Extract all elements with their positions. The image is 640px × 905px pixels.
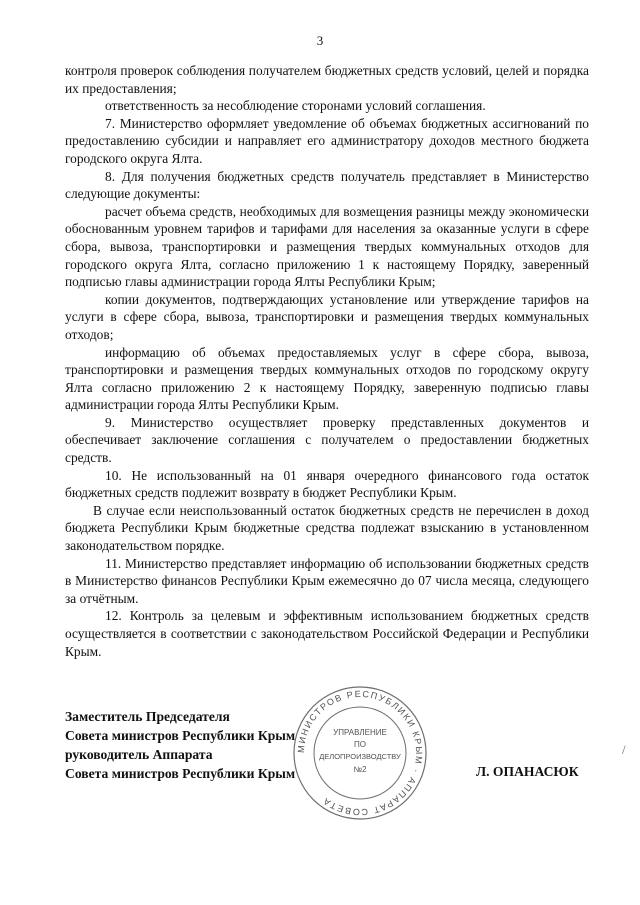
signature-block — [65, 707, 295, 783]
paragraph-item-12: 12. Контроль за целевым и эффективным использованием бюджетных средств осуществляется в соответствии с законодательством Российской Федерации и Республики Крым. — [65, 608, 589, 659]
page-number: 3 — [316, 33, 324, 48]
paragraph-item-7: 7. Министерство оформляет уведомление об объемах бюджетных ассигнований по предоставлению субсидии и направляет его администратору доходов местного бюджета городского округа Ялта. — [65, 115, 589, 166]
margin-mark: / — [622, 742, 626, 757]
paragraph-unused-balance: В случае если неиспользованный остаток бюджетных средств не перечислен в доход бюджета Республики Крым бюджетные средства подлежат взысканию в установленном законодательством порядке. — [65, 502, 589, 554]
signer-name: Л. ОПАНАСЮК — [476, 764, 579, 779]
signature-title-line: Совета министров Республики Крым — [65, 728, 296, 743]
paragraph-item-11: 11. Министерство представляет информацию об использовании бюджетных средств в Министерство финансов Республики Крым ежемесячно до 07 числа месяца, следующего за отчётным. — [65, 555, 589, 606]
signature-title-line: Заместитель Председателя — [65, 709, 230, 724]
stamp-line: ДЕЛОПРОИЗВОДСТВУ — [319, 752, 401, 761]
paragraph-calculation: расчет объема средств, необходимых для возмещения разницы между экономически обоснованным уровнем тарифов и тарифами для населения за оказанные услуги в сфере сбора, вывоза, транспортировки и размещения твердых коммунальных отходов для городского округа Ялта, согласно приложению 1 к настоящему Порядку, заверенный подписью главы администрации города Ялты Республики Крым; — [65, 203, 589, 290]
paragraph-item-8: 8. Для получения бюджетных средств получатель представляет в Министерство следующие документы: — [65, 168, 589, 202]
stamp-line: №2 — [353, 765, 367, 774]
paragraph-information: информацию об объемах предоставляемых услуг в сфере сбора, вывоза, транспортировки и размещения твердых коммунальных отходов по городскому округу Ялта согласно приложению 2 к настоящему Порядку, заверенную подписью главы администрации города Ялты Республики Крым. — [65, 344, 589, 413]
paragraph-item-10: 10. Не использованный на 01 января очередного финансового года остаток бюджетных средств подлежит возврату в бюджет Республики Крым. — [65, 467, 589, 501]
document-body — [65, 62, 589, 660]
stamp-line: УПРАВЛЕНИЕ — [333, 728, 387, 737]
stamp-ring-text: МИНИСТРОВ РЕСПУБЛИКИ КРЫМ · АППАРАТ СОВЕТА — [295, 688, 425, 818]
signature-title-line: руководитель Аппарата — [65, 747, 213, 762]
signature-title-line: Совета министров Республики Крым — [65, 766, 296, 781]
paragraph-responsibility: ответственность за несоблюдение сторонами условий соглашения. — [105, 98, 486, 114]
paragraph-item-9: 9. Министерство осуществляет проверку представленных документов и обеспечивает заключение соглашения с получателем о предоставлении бюджетных средств. — [65, 414, 589, 466]
official-stamp — [290, 683, 430, 823]
paragraph-copies: копии документов, подтверждающих установление или утверждение тарифов на услуги в сфере сбора, вывоза, транспортировки и размещения твердых коммунальных отходов; — [65, 291, 589, 342]
stamp-line: ПО — [354, 740, 366, 749]
paragraph-control-checks: контроля проверок соблюдения получателем бюджетных средств условий, целей и порядка их предоставления; — [65, 63, 589, 96]
